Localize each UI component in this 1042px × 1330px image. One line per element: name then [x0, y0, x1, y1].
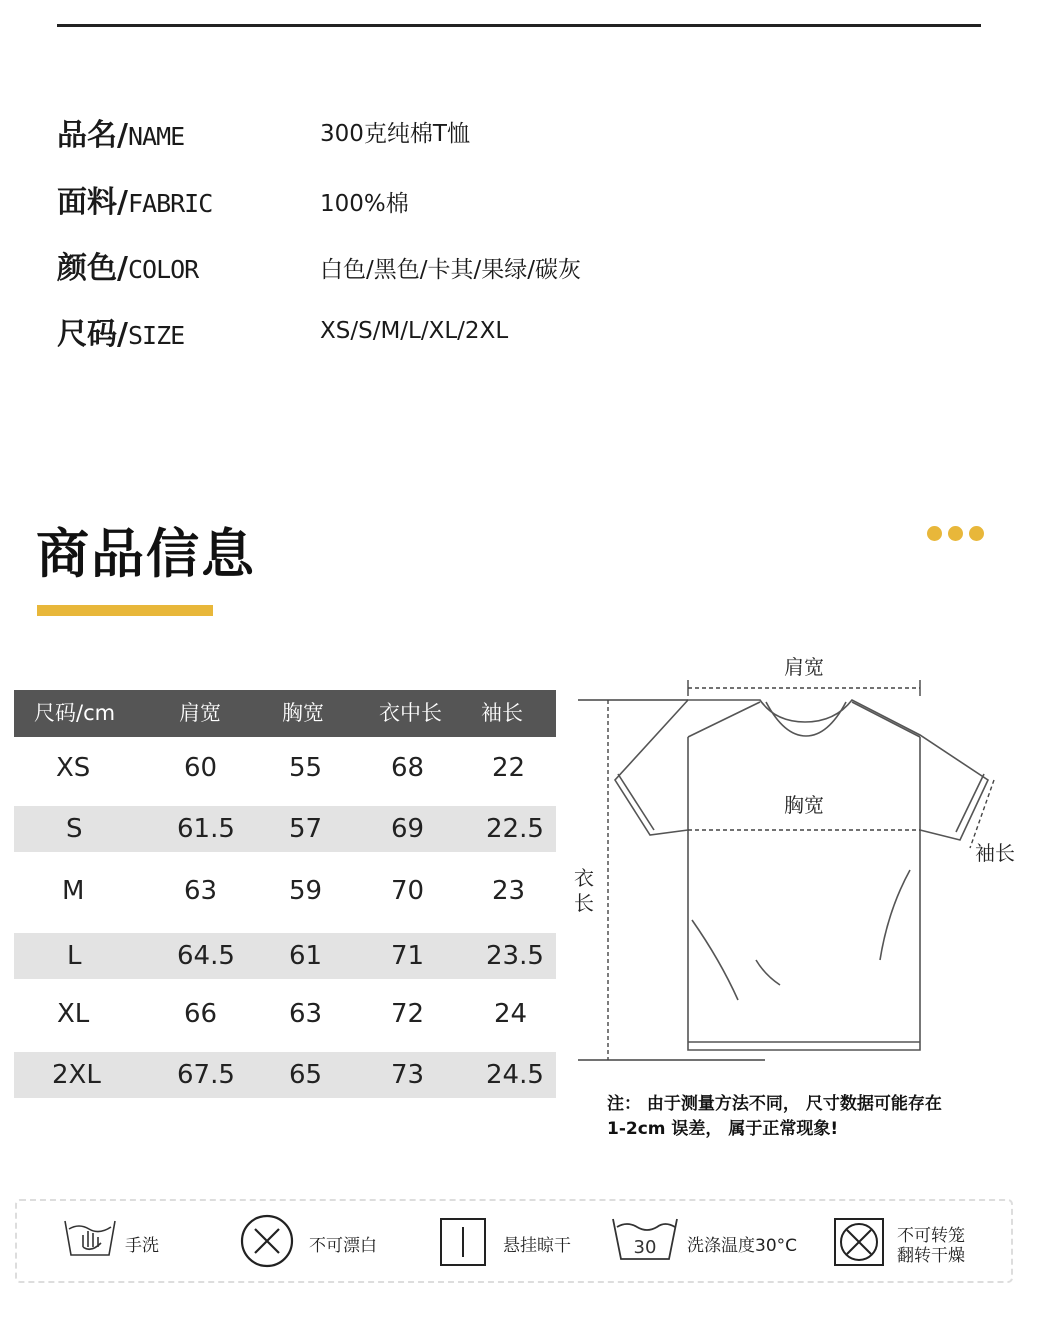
cell-length: 70 [391, 876, 425, 906]
hang-dry-icon [439, 1217, 489, 1269]
top-divider [57, 24, 981, 27]
cell-sleeve: 23.5 [486, 941, 544, 971]
spec-color-value: 白色/黑色/卡其/果绿/碳灰 [320, 257, 581, 283]
note-line-1: 注： 由于测量方法不同， 尺寸数据可能存在 [607, 1094, 942, 1114]
cell-sleeve: 22 [492, 753, 526, 783]
header-sleeve: 袖长 [481, 701, 523, 725]
tshirt-diagram [570, 640, 1040, 1080]
cell-length: 71 [391, 941, 425, 971]
header-shoulder: 肩宽 [179, 701, 221, 725]
body-length-label-1: 衣 [574, 866, 594, 890]
cell-shoulder: 61.5 [177, 814, 235, 844]
cell-size: S [66, 814, 83, 844]
no-bleach-icon [239, 1213, 295, 1269]
cell-chest: 57 [289, 814, 323, 844]
cell-shoulder: 64.5 [177, 941, 235, 971]
table-row [14, 991, 556, 1037]
spec-name-label: 品名/NAME [57, 118, 185, 153]
cell-length: 72 [391, 999, 425, 1029]
cell-size: XL [57, 999, 90, 1029]
header-chest: 胸宽 [282, 701, 324, 725]
body-length-label-2: 长 [574, 891, 594, 915]
chest-width-label: 胸宽 [784, 793, 824, 817]
spec-name-value: 300克纯棉T恤 [320, 121, 470, 147]
note-line-2: 1-2cm 误差， 属于正常现象! [607, 1119, 839, 1139]
cell-sleeve: 24.5 [486, 1060, 544, 1090]
title-underline [37, 605, 213, 616]
table-header-row [14, 690, 556, 737]
cell-length: 69 [391, 814, 425, 844]
cell-length: 73 [391, 1060, 425, 1090]
care-instructions [15, 1199, 1013, 1283]
cell-size: 2XL [52, 1060, 101, 1090]
cell-chest: 61 [289, 941, 323, 971]
section-title: 商品信息 [36, 524, 256, 585]
care-label-hand-wash: 手洗 [125, 1236, 159, 1256]
shoulder-width-label: 肩宽 [784, 655, 824, 679]
cell-shoulder: 67.5 [177, 1060, 235, 1090]
table-row [14, 806, 556, 852]
sleeve-length-label: 袖长 [975, 841, 1015, 865]
cell-size: XS [56, 753, 91, 783]
cell-size: L [67, 941, 82, 971]
spec-size-value: XS/S/M/L/XL/2XL [320, 318, 509, 344]
cell-size: M [62, 876, 85, 906]
care-label-wash-temp: 洗涤温度30°C [687, 1236, 798, 1256]
care-label-no-tumble-1: 不可转笼 [897, 1226, 965, 1246]
decor-dot [969, 526, 984, 541]
table-row [14, 745, 556, 791]
cell-chest: 63 [289, 999, 323, 1029]
header-size: 尺码/cm [34, 701, 116, 725]
spec-fabric-value: 100%棉 [320, 191, 409, 217]
decor-dot [927, 526, 942, 541]
cell-sleeve: 23 [492, 876, 526, 906]
wash-temp-text: 30 [633, 1237, 657, 1258]
cell-chest: 59 [289, 876, 323, 906]
header-length: 衣中长 [379, 701, 442, 725]
care-label-no-tumble-2: 翻转干燥 [897, 1246, 965, 1266]
care-label-hang-dry: 悬挂晾干 [503, 1236, 571, 1256]
spec-size-label: 尺码/SIZE [57, 317, 185, 352]
measurement-note [607, 1092, 1027, 1142]
cell-chest: 65 [289, 1060, 323, 1090]
no-tumble-dry-icon [833, 1217, 887, 1269]
hand-wash-icon [61, 1213, 121, 1263]
decor-dot [948, 526, 963, 541]
cell-sleeve: 22.5 [486, 814, 544, 844]
table-row [14, 1052, 556, 1098]
spec-fabric-label: 面料/FABRIC [57, 185, 213, 220]
cell-chest: 55 [289, 753, 323, 783]
cell-length: 68 [391, 753, 425, 783]
cell-shoulder: 66 [184, 999, 218, 1029]
care-label-no-bleach: 不可漂白 [309, 1236, 377, 1256]
spec-color-label: 颜色/COLOR [57, 251, 199, 286]
cell-shoulder: 60 [184, 753, 218, 783]
cell-shoulder: 63 [184, 876, 218, 906]
wash-30-icon [609, 1213, 681, 1265]
table-row [14, 868, 556, 914]
table-row [14, 933, 556, 979]
cell-sleeve: 24 [494, 999, 528, 1029]
